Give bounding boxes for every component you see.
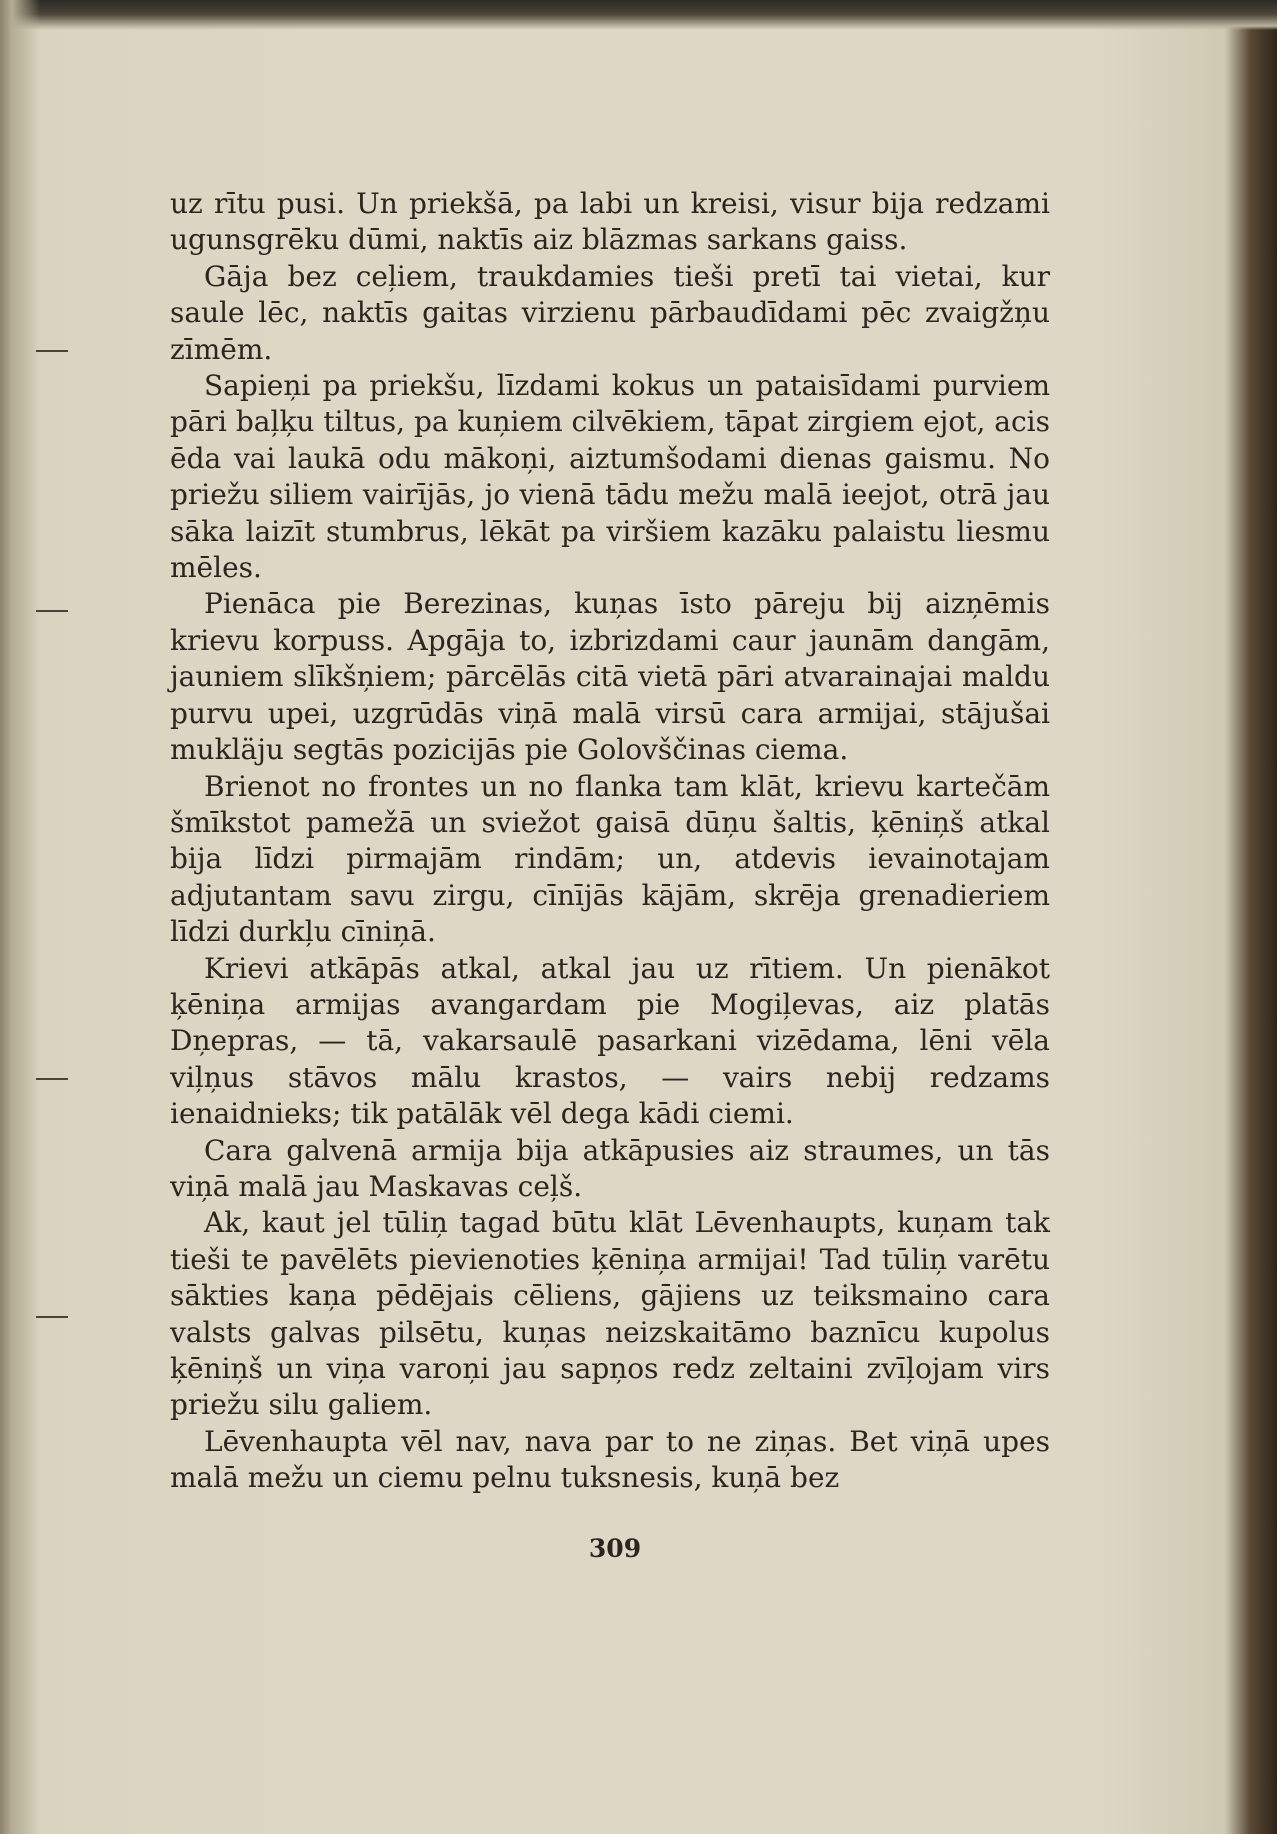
paragraph: Ak, kaut jel tūliņ tagad būtu klāt Lēvenhaupts, kuņam tak tieši te pavēlēts pievienoties ķēniņa armijai! Tad tūliņ varētu sākties kaņa pēdējais cēliens, gājiens uz teiksmaino cara valsts galvas pilsētu, kuņas neizskaitāmo baznīcu kupolus ķēniņš un viņa varoņi jau sapņos redz zeltaini zvīļojam virs priežu silu galiem.: [170, 1206, 1050, 1422]
page-number: 309: [588, 1534, 642, 1563]
body-text: [170, 186, 1050, 1497]
paragraph: Lēvenhaupta vēl nav, nava par to ne ziņas. Bet viņā upes malā mežu un ciemu pelnu tuksnesis, kuņā bez: [170, 1424, 1050, 1495]
page-top-edge: [0, 0, 1277, 30]
paragraph: uz rītu pusi. Un priekšā, pa labi un kreisi, visur bija redzami ugunsgrēku dūmi, naktīs aiz blāzmas sarkans gaiss.: [170, 187, 1050, 257]
paragraph: Cara galvenā armija bija atkāpusies aiz straumes, un tās viņā malā jau Maskavas ceļš.: [170, 1133, 1050, 1203]
gutter-mark: [36, 350, 68, 352]
paragraph: Brienot no frontes un no flanka tam klāt, krievu kartečām šmīkstot pamežā un sviežot gaisā dūņu šaltis, ķēniņš atkal bija līdzi pirmajām rindām; un, atdevis ievainotajam adjutantam savu zirgu, cīnījās kājām, skrēja grenadieriem līdzi durkļu cīniņā.: [170, 769, 1050, 949]
paragraph: Sapieņi pa priekšu, līzdami kokus un pataisīdami purviem pāri baļķu tiltus, pa kuņiem cilvēkiem, tāpat zirgiem ejot, acis ēda vai laukā odu mākoņi, aiztumšodami dienas gaismu. No priežu siliem vairījās, jo vienā tādu mežu malā ieejot, otrā jau sāka laizīt stumbrus, lēkāt pa viršiem kazāku palaistu liesmu mēles.: [170, 369, 1050, 585]
paragraph: Gāja bez ceļiem, traukdamies tieši pretī tai vietai, kur saule lēc, naktīs gaitas virzienu pārbaudīdami pēc zvaigžņu zīmēm.: [170, 259, 1050, 366]
gutter-mark: [36, 610, 68, 612]
gutter-mark: [36, 1316, 68, 1318]
paragraph: Krievi atkāpās atkal, atkal jau uz rītiem. Un pienākot ķēniņa armijas avangardam pie Mogiļevas, aiz platās Dņepras, — tā, vakarsaulē pasarkani vizēdama, lēni vēla viļņus stāvos mālu krastos, — vairs nebij redzams ienaidnieks; tik patālāk vēl dega kādi ciemi.: [170, 951, 1050, 1131]
paragraph: Pienāca pie Berezinas, kuņas īsto pāreju bij aizņēmis krievu korpuss. Apgāja to, izbrizdami caur jaunām dangām, jauniem slīkšņiem; pārcēlās citā vietā pāri atvarainajai maldu purvu upei, uzgrūdās viņā malā virsū cara armijai, stājušai mukläju segtās pozicijās pie Golovščinas ciema.: [170, 587, 1050, 767]
gutter-mark: [36, 1078, 68, 1080]
